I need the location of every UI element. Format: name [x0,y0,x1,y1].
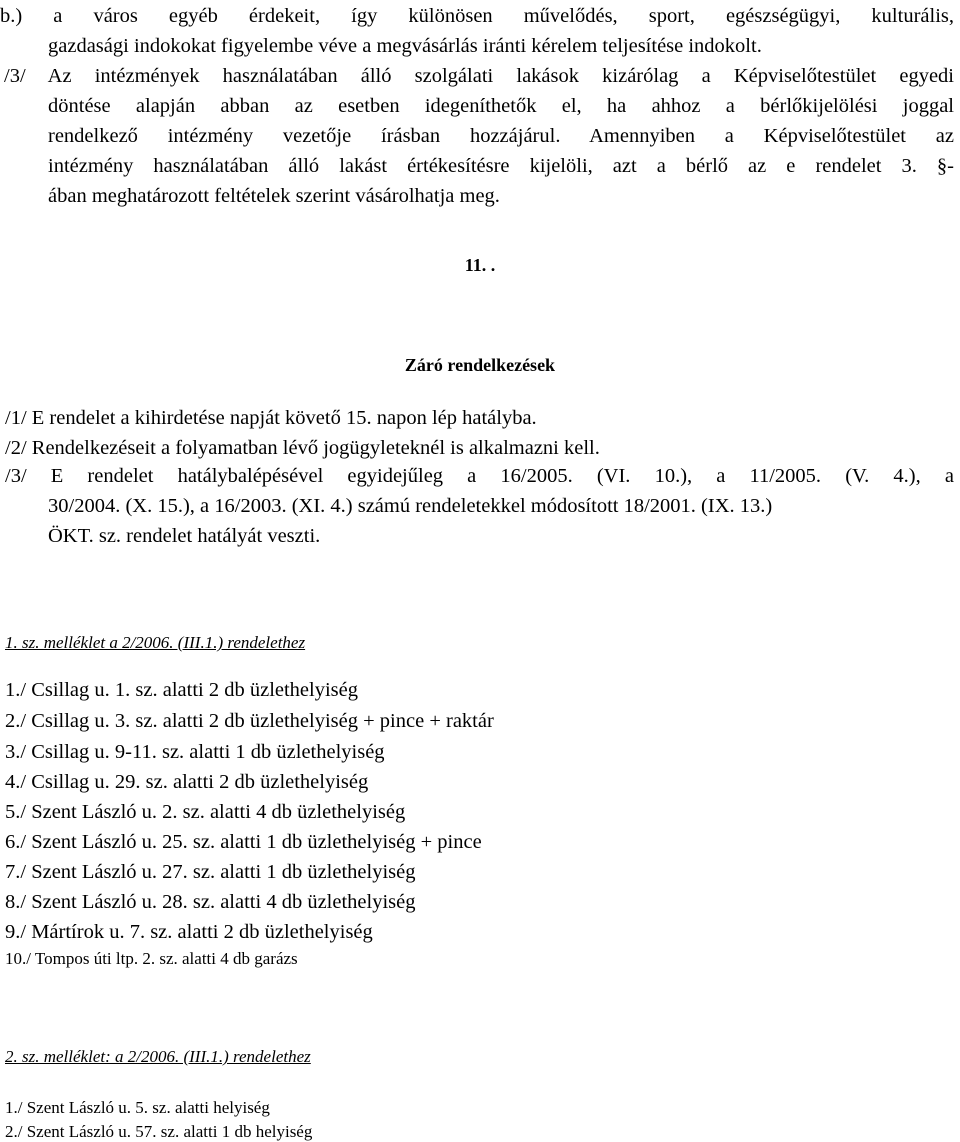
annex-1-title: 1. sz. melléklet a 2/2006. (III.1.) rendelethez [5,633,306,652]
paragraph-3-line-2: döntése alapján abban az esetben idegeníthetők el, ha ahhoz a bérlőkijelölési joggal [48,95,954,117]
closing-line-1: /1/ E rendelet a kihirdetése napját követő 15. napon lép hatályba. [5,407,537,429]
closing-line-5: ÖKT. sz. rendelet hatályát veszti. [48,525,321,547]
annex-1-item-4: 4./ Csillag u. 29. sz. alatti 2 db üzlethelyiség [5,771,369,793]
closing-line-2: /2/ Rendelkezéseit a folyamatban lévő jogügyleteknél is alkalmazni kell. [5,437,600,459]
paragraph-3-line-3: rendelkező intézmény vezetője írásban hozzájárul. Amennyiben a Képviselőtestület az [48,125,954,147]
closing-line-3: /3/ E rendelet hatálybalépésével egyidejűleg a 16/2005. (VI. 10.), a 11/2005. (V. 4.), a [5,465,954,487]
paragraph-3-line-4: intézmény használatában álló lakást értékesítésre kijelöli, azt a bérlő az e rendelet 3. §- [48,155,954,177]
annex-1-item-3: 3./ Csillag u. 9-11. sz. alatti 1 db üzlethelyiség [5,741,385,763]
annex-1-item-9: 9./ Mártírok u. 7. sz. alatti 2 db üzlethelyiség [5,921,373,943]
paragraph-b-line-1: b.) a város egyéb érdekeit, így különösen művelődés, sport, egészségügyi, kulturális, [0,5,954,27]
annex-2-item-1: 1./ Szent László u. 5. sz. alatti helyiség [5,1098,270,1117]
closing-line-4: 30/2004. (X. 15.), a 16/2003. (XI. 4.) számú rendeletekkel módosított 18/2001. (IX. 13.) [48,495,773,517]
section-number: 11. . [464,255,496,275]
paragraph-b-line-2: gazdasági indokokat figyelembe véve a megvásárlás iránti kérelem teljesítése indokolt. [48,35,762,57]
annex-1-item-1: 1./ Csillag u. 1. sz. alatti 2 db üzlethelyiség [5,679,358,701]
paragraph-3-line-1: /3/ Az intézmények használatában álló szolgálati lakások kizárólag a Képviselőtestület egyedi [4,65,954,87]
annex-2-title: 2. sz. melléklet: a 2/2006. (III.1.) rendelethez [5,1047,311,1066]
annex-1-item-7: 7./ Szent László u. 27. sz. alatti 1 db üzlethelyiség [5,861,416,883]
annex-1-item-8: 8./ Szent László u. 28. sz. alatti 4 db üzlethelyiség [5,891,416,913]
annex-1-item-2: 2./ Csillag u. 3. sz. alatti 2 db üzlethelyiség + pince + raktár [5,710,494,732]
annex-1-item-6: 6./ Szent László u. 25. sz. alatti 1 db üzlethelyiség + pince [5,831,482,853]
annex-2-item-2: 2./ Szent László u. 57. sz. alatti 1 db helyiség [5,1122,313,1141]
annex-1-item-5: 5./ Szent László u. 2. sz. alatti 4 db üzlethelyiség [5,801,406,823]
annex-1-item-10: 10./ Tompos úti ltp. 2. sz. alatti 4 db garázs [5,949,298,968]
closing-provisions-title: Záró rendelkezések [404,355,556,375]
paragraph-3-line-5: ában meghatározott feltételek szerint vásárolhatja meg. [48,185,500,207]
